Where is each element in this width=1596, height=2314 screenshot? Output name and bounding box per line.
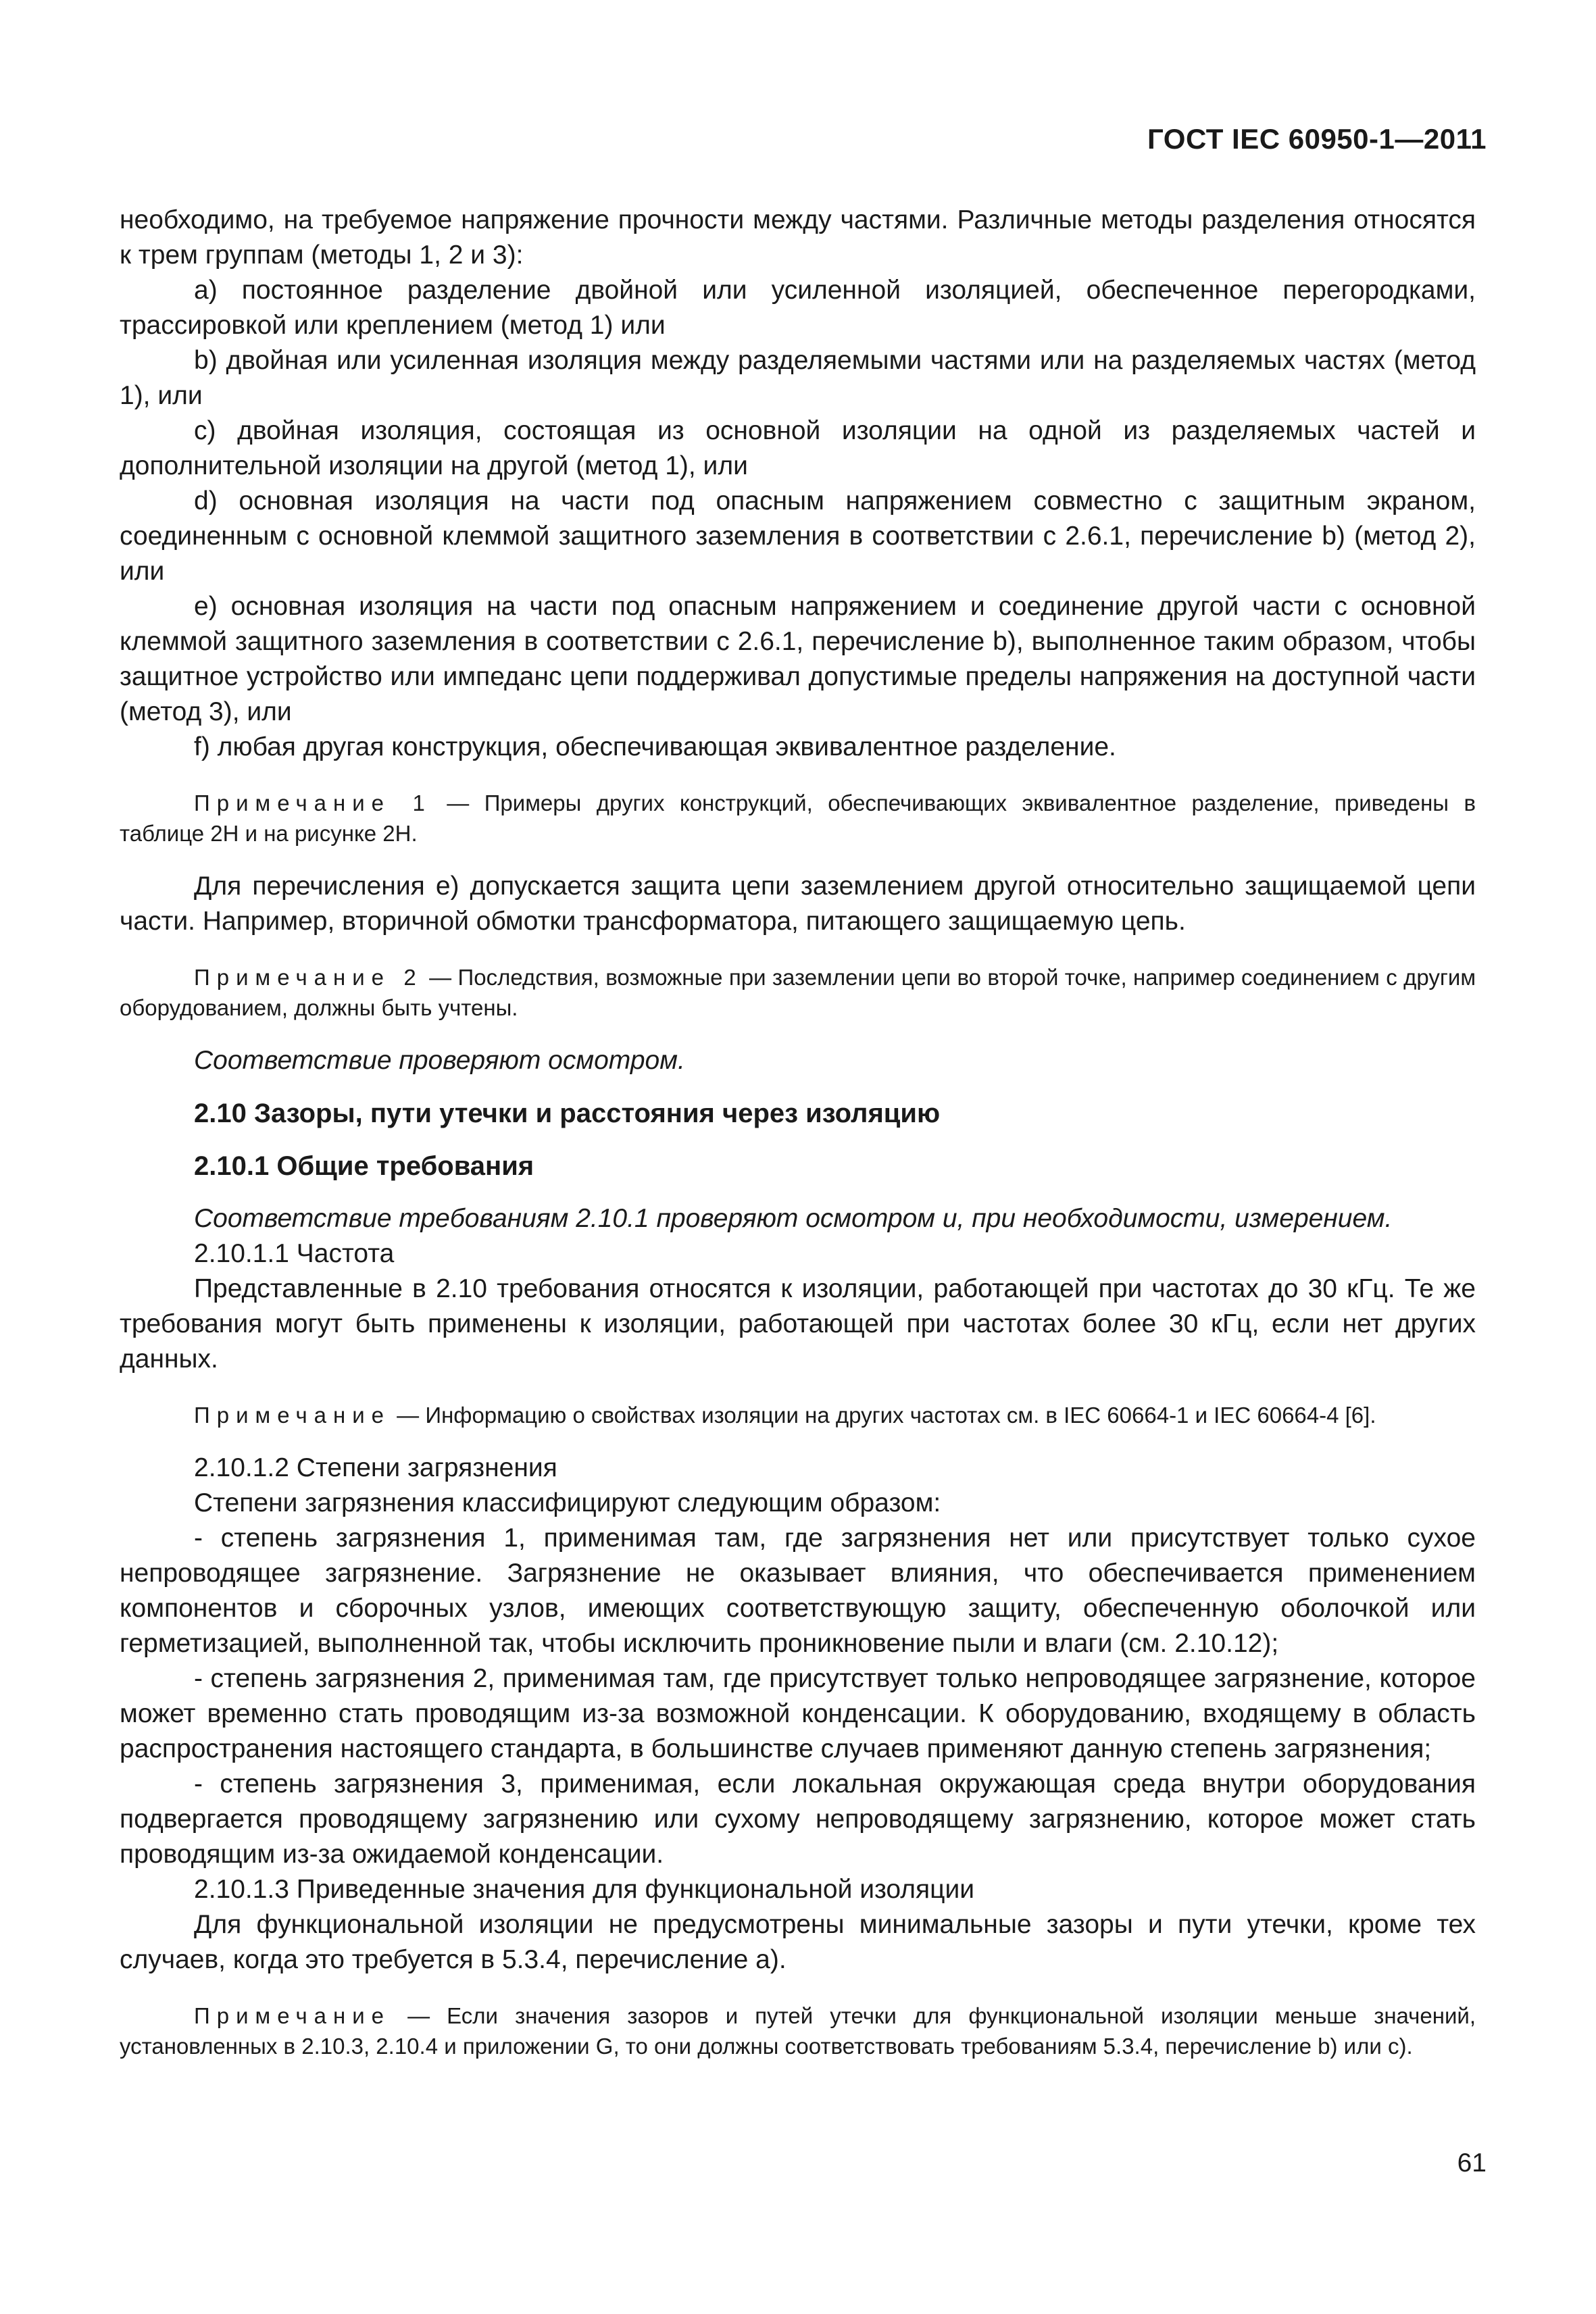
note-2 <box>120 962 1476 1023</box>
document-code-header: ГОСТ IEC 60950-1—2011 <box>1147 123 1487 155</box>
list-item-d: d) основная изоляция на части под опасным напряжением совместно с защитным экраном, соединенным с основной клеммой защитного заземления в соответствии с 2.6.1, перечисление b) (метод 2), или <box>120 486 1476 586</box>
subsection-2-10-1-2: 2.10.1.2 Степени загрязнения <box>194 1453 557 1482</box>
note-label: Примечание 1 <box>194 790 432 815</box>
note-label: Примечание 2 <box>194 965 423 990</box>
note-4 <box>120 2001 1476 2061</box>
pollution-degree-2: - степень загрязнения 2, применимая там, где присутствует только непроводящее загрязнение, которое может временно стать проводящим из-за возможной конденсации. К оборудованию, входящему в область распространения настоящего стандарта, в большинстве случаев применяют данную степень загрязнения; <box>120 1664 1476 1763</box>
paragraph-intro: необходимо, на требуемое напряжение прочности между частями. Различные методы разделения относятся к трем группам (методы 1, 2 и 3): <box>120 205 1476 270</box>
paragraph-classification: Степени загрязнения классифицируют следующим образом: <box>194 1488 941 1517</box>
paragraph-functional-insulation: Для функциональной изоляции не предусмотрены минимальные зазоры и пути утечки, кроме тех случаев, когда это требуется в 5.3.4, перечисление а). <box>120 1910 1476 1974</box>
compliance-check-1: Соответствие проверяют осмотром. <box>194 1046 685 1075</box>
section-heading-2-10: 2.10 Зазоры, пути утечки и расстояния через изоляцию <box>194 1099 941 1128</box>
note-3 <box>120 1400 1476 1430</box>
compliance-check-2: Соответствие требованиям 2.10.1 проверяют осмотром и, при необходимости, измерением. <box>194 1204 1393 1233</box>
note-label: Примечание <box>194 2003 391 2028</box>
subsection-2-10-1-1: 2.10.1.1 Частота <box>194 1239 395 1268</box>
page-body <box>120 203 1476 2082</box>
note-1 <box>120 788 1476 849</box>
subsection-2-10-1-3: 2.10.1.3 Приведенные значения для функциональной изоляции <box>194 1875 975 1904</box>
list-item-f: f) любая другая конструкция, обеспечивающая эквивалентное разделение. <box>194 732 1116 761</box>
note-label: Примечание <box>194 1403 391 1428</box>
section-heading-2-10-1: 2.10.1 Общие требования <box>194 1151 534 1181</box>
pollution-degree-3: - степень загрязнения 3, применимая, если локальная окружающая среда внутри оборудования подвергается проводящему загрязнению или сухому непроводящему загрязнению, которое может стать проводящим из-за ожидаемой конденсации. <box>120 1769 1476 1869</box>
note-text: — Последствия, возможные при заземлении цепи во второй точке, например соединением с другим оборудованием, должны быть учтены. <box>120 965 1476 1020</box>
paragraph-frequency: Представленные в 2.10 требования относятся к изоляции, работающей при частотах до 30 кГц. Те же требования могут быть применены к изоляции, работающей при частотах более 30 кГц, если нет других данных. <box>120 1274 1476 1374</box>
list-item-e: е) основная изоляция на части под опасным напряжением и соединение другой части с основной клеммой защитного заземления в соответствии с 2.6.1, перечисление b), выполненное таким образом, чтобы защитное устройство или импеданс цепи поддерживал допустимые пределы напряжения на доступной части (метод 3), или <box>120 592 1476 726</box>
list-item-a: а) постоянное разделение двойной или усиленной изоляцией, обеспеченное перегородками, трассировкой или креплением (метод 1) или <box>120 276 1476 340</box>
list-item-c: с) двойная изоляция, состоящая из основной изоляции на одной из разделяемых частей и дополнительной изоляции на другой (метод 1), или <box>120 416 1476 480</box>
list-item-b: b) двойная или усиленная изоляция между разделяемыми частями или на разделяемых частях (метод 1), или <box>120 346 1476 410</box>
note-text: — Информацию о свойствах изоляции на других частотах см. в IEC 60664-1 и IEC 60664-4 [6]. <box>391 1403 1376 1428</box>
note-text: — Примеры других конструкций, обеспечивающих эквивалентное разделение, приведены в таблице 2Н и на рисунке 2Н. <box>120 790 1476 846</box>
paragraph-enum-e: Для перечисления е) допускается защита цепи заземлением другой относительно защищаемой цепи части. Например, вторичной обмотки трансформатора, питающего защищаемую цепь. <box>120 872 1476 936</box>
page-number: 61 <box>1457 2148 1487 2178</box>
note-text: — Если значения зазоров и путей утечки для функциональной изоляции меньше значений, установленных в 2.10.3, 2.10.4 и приложении G, то они должны соответствовать требованиям 5.3.4, перечисление b) или с). <box>120 2003 1476 2059</box>
pollution-degree-1: - степень загрязнения 1, применимая там, где загрязнения нет или присутствует только сухое непроводящее загрязнение. Загрязнение не оказывает влияния, что обеспечивается применением компонентов и сборочных узлов, имеющих соответствующую защиту, обеспеченную оболочкой или герметизацией, выполненной так, чтобы исключить проникновение пыли и влаги (см. 2.10.12); <box>120 1524 1476 1658</box>
